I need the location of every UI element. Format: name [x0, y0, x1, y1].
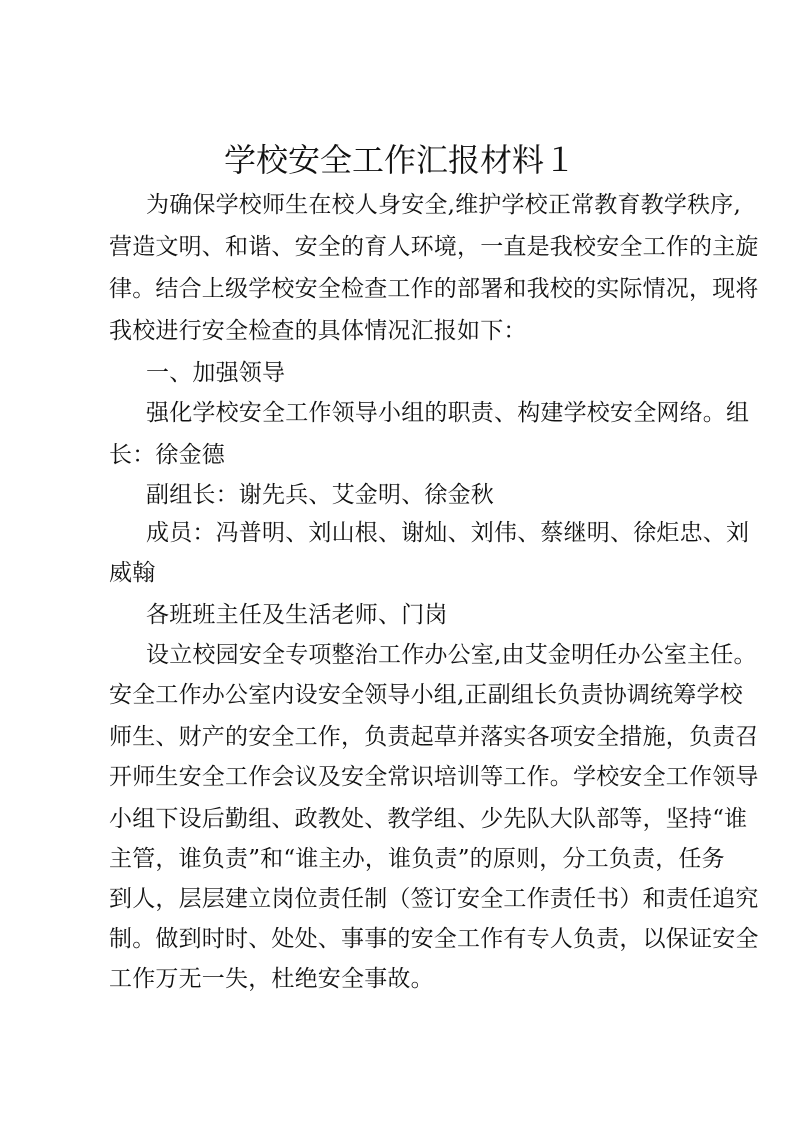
paragraph-line: 制。做到时时、处处、事事的安全工作有专人负责，以保证安全	[109, 926, 759, 952]
document-title: 学校安全工作汇报材料１	[223, 141, 576, 179]
paragraph-line: 小组下设后勤组、政教处、教学组、少先队大队部等，坚持“谁	[109, 806, 748, 832]
paragraph-line: 威翰	[109, 560, 156, 586]
paragraph-line: 开师生安全工作会议及安全常识培训等工作。学校安全工作领导	[109, 764, 759, 790]
paragraph-line: 工作万无一失，杜绝安全事故。	[109, 966, 434, 992]
paragraph-line: 为确保学校师生在校人身安全,维护学校正常教育教学秩序,	[146, 192, 742, 218]
paragraph-line: 我校进行安全检查的具体情况汇报如下：	[109, 318, 527, 344]
section-heading: 一、加强领导	[146, 360, 286, 386]
paragraph-line: 长：徐金德	[109, 442, 225, 468]
paragraph-line: 律。结合上级学校安全检查工作的部署和我校的实际情况，现将	[109, 276, 759, 302]
paragraph-line: 强化学校安全工作领导小组的职责、构建学校安全网络。组	[146, 400, 750, 426]
paragraph-line: 成员：冯普明、刘山根、谢灿、刘伟、蔡继明、徐炬忠、刘	[146, 520, 750, 546]
paragraph-line: 师生、财产的安全工作，负责起草并落实各项安全措施，负责召	[109, 724, 759, 750]
paragraph-line: 安全工作办公室内设安全领导小组,正副组长负责协调统筹学校	[109, 682, 743, 708]
paragraph-line: 到人，层层建立岗位责任制（签订安全工作责任书）和责任追究	[109, 886, 759, 912]
paragraph-line: 各班班主任及生活老师、门岗	[146, 602, 448, 628]
paragraph-line: 副组长：谢先兵、艾金明、徐金秋	[146, 482, 494, 508]
paragraph-line: 营造文明、和谐、安全的育人环境，一直是我校安全工作的主旋	[109, 234, 759, 260]
paragraph-line: 设立校园安全专项整治工作办公室,由艾金明任办公室主任。	[146, 642, 757, 668]
paragraph-line: 主管，谁负责”和“谁主办，谁负责”的原则，分工负责，任务	[109, 846, 725, 872]
